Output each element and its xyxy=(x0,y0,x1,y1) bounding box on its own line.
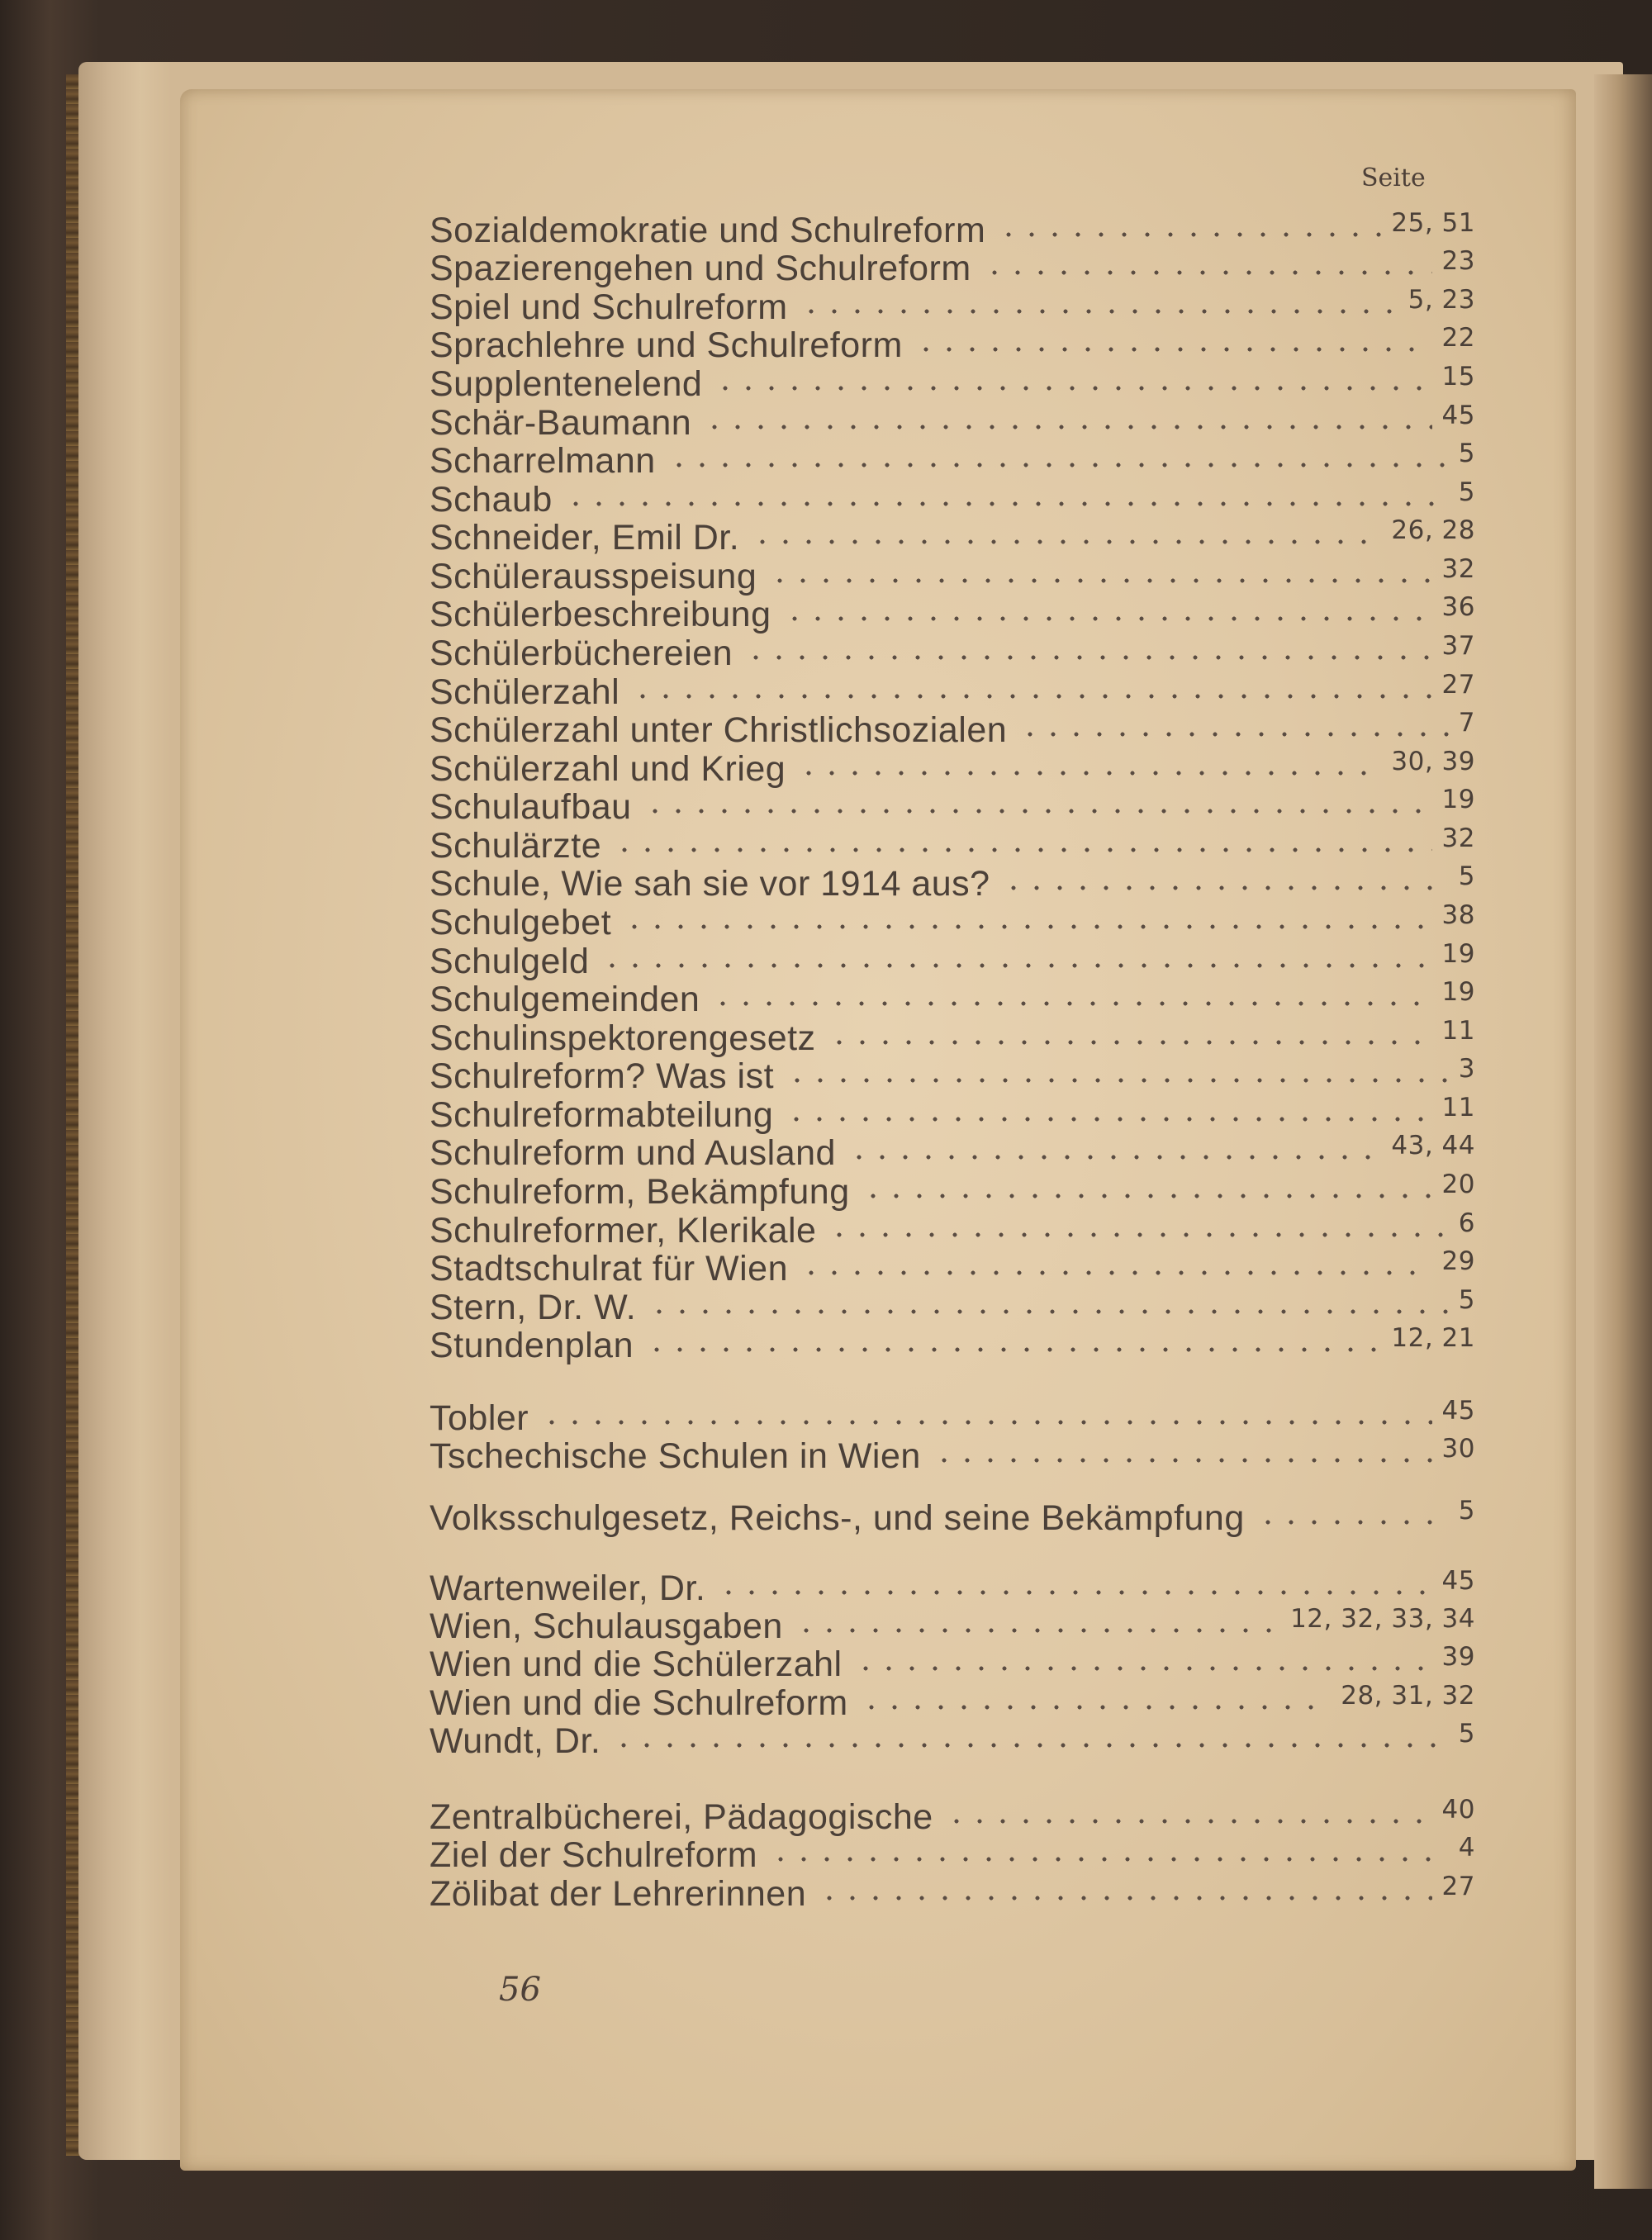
index-term: Scharrelmann xyxy=(430,441,656,481)
index-page-ref: 45 xyxy=(1441,1396,1475,1426)
dot-leader xyxy=(645,1347,1381,1352)
index-term: Tobler xyxy=(430,1398,529,1438)
index-entry xyxy=(430,1208,1475,1251)
index-term: Schulreform? Was ist xyxy=(430,1056,775,1096)
index-entry xyxy=(430,1285,1475,1327)
index-term: Wien, Schulausgaben xyxy=(430,1606,783,1646)
page-column-header: Seite xyxy=(1361,164,1426,192)
dot-leader xyxy=(612,1743,1449,1748)
index-term: Zentralbücherei, Pädagogische xyxy=(430,1797,933,1837)
index-page-ref: 32 xyxy=(1441,823,1475,853)
index-term: Sprachlehre und Schulreform xyxy=(430,325,903,365)
index-entry xyxy=(430,1323,1475,1365)
dot-leader xyxy=(711,1001,1432,1006)
dot-leader xyxy=(818,1896,1432,1901)
index-page-ref: 23 xyxy=(1441,246,1475,276)
index-entry xyxy=(430,362,1475,404)
index-page-ref: 5 xyxy=(1458,1496,1475,1526)
index-term: Schulaufbau xyxy=(430,787,632,827)
index-term: Schulreformer, Klerikale xyxy=(430,1211,817,1251)
index-term: Schülerbeschreibung xyxy=(430,595,771,634)
dot-leader xyxy=(795,1628,1280,1633)
dot-leader xyxy=(540,1420,1432,1425)
index-entry xyxy=(430,785,1475,827)
dot-leader xyxy=(797,771,1381,776)
index-entry xyxy=(430,747,1475,789)
index-term: Schulreformabteilung xyxy=(430,1095,774,1135)
index-term: Tschechische Schulen in Wien xyxy=(430,1436,921,1476)
index-page-ref: 25, 51 xyxy=(1391,208,1475,238)
index-page-ref: 7 xyxy=(1458,708,1475,738)
dot-leader xyxy=(601,963,1432,968)
index-term: Volksschulgesetz, Reichs-, und seine Bekämpfung xyxy=(430,1498,1245,1538)
index-page-ref: 5 xyxy=(1458,439,1475,468)
index-entry xyxy=(430,708,1475,750)
dot-leader xyxy=(828,1232,1449,1237)
index-entry xyxy=(430,208,1475,250)
index-term: Sozialdemokratie und Schulreform xyxy=(430,211,986,250)
dot-leader xyxy=(717,1590,1432,1595)
dot-leader xyxy=(945,1819,1432,1824)
index-term: Schule, Wie sah sie vor 1914 aus? xyxy=(430,864,990,904)
index-term: Wundt, Dr. xyxy=(430,1721,601,1761)
dot-leader xyxy=(854,1666,1432,1671)
index-entry xyxy=(430,1496,1475,1538)
index-page-ref: 20 xyxy=(1441,1170,1475,1199)
dot-leader xyxy=(564,501,1449,506)
index-page-ref: 29 xyxy=(1441,1246,1475,1276)
dot-leader xyxy=(1018,732,1449,737)
index-entry xyxy=(430,401,1475,443)
index-term: Schneider, Emil Dr. xyxy=(430,518,740,558)
dot-leader xyxy=(1002,885,1449,890)
page-number: 56 xyxy=(499,1971,541,2009)
index-page-ref: 28, 31, 32 xyxy=(1341,1681,1475,1711)
index-term: Schaub xyxy=(430,480,553,520)
index-entry xyxy=(430,1642,1475,1684)
index-term: Schulgeld xyxy=(430,942,590,981)
index-entry xyxy=(430,861,1475,904)
dot-leader xyxy=(768,578,1432,583)
index-page-ref: 45 xyxy=(1441,1566,1475,1596)
dot-leader xyxy=(933,1458,1432,1463)
index-term: Schulreform und Ausland xyxy=(430,1133,836,1173)
index-entry xyxy=(430,515,1475,558)
index-term: Supplentenelend xyxy=(430,364,703,404)
index-entry xyxy=(430,323,1475,365)
index-entry xyxy=(430,1246,1475,1288)
index-entry xyxy=(430,939,1475,981)
index-term: Schülerausspeisung xyxy=(430,557,757,596)
index-term: Schülerzahl unter Christlichsozialen xyxy=(430,710,1008,750)
dot-leader xyxy=(623,924,1432,929)
dot-leader xyxy=(785,1117,1432,1122)
index-term: Wien und die Schülerzahl xyxy=(430,1644,843,1684)
dot-leader xyxy=(847,1155,1381,1160)
dot-leader xyxy=(800,309,1398,314)
index-page-ref: 26, 28 xyxy=(1391,515,1475,545)
index-term: Schulinspektorengesetz xyxy=(430,1018,816,1058)
index-term: Schülerzahl xyxy=(430,672,620,712)
dot-leader xyxy=(643,809,1432,814)
index-page-ref: 5 xyxy=(1458,1719,1475,1749)
index-page-ref: 5 xyxy=(1458,477,1475,507)
index-term: Schülerzahl und Krieg xyxy=(430,749,786,789)
index-term: Zölibat der Lehrerinnen xyxy=(430,1874,807,1914)
index-page-ref: 15 xyxy=(1441,362,1475,392)
index-page-ref: 30 xyxy=(1441,1434,1475,1464)
index-page-ref: 12, 32, 33, 34 xyxy=(1290,1604,1475,1634)
index-page-ref: 5 xyxy=(1458,1285,1475,1315)
dot-leader xyxy=(631,694,1432,699)
index-page-ref: 12, 21 xyxy=(1391,1323,1475,1353)
index-page-ref: 19 xyxy=(1441,785,1475,814)
index-term: Ziel der Schulreform xyxy=(430,1835,758,1875)
dot-leader xyxy=(860,1705,1331,1710)
index-page-ref: 30, 39 xyxy=(1391,747,1475,776)
index-page-ref: 19 xyxy=(1441,977,1475,1007)
index-term: Spiel und Schulreform xyxy=(430,287,788,327)
index-entry xyxy=(430,1872,1475,1914)
index-term: Schulgemeinden xyxy=(430,980,700,1019)
index-page-ref: 27 xyxy=(1441,1872,1475,1901)
index-entry xyxy=(430,592,1475,634)
index-term: Schär-Baumann xyxy=(430,403,692,443)
index-page-ref: 22 xyxy=(1441,323,1475,353)
index-entry xyxy=(430,285,1475,327)
index-term: Wartenweiler, Dr. xyxy=(430,1568,706,1608)
index-term: Schulärzte xyxy=(430,826,602,866)
index-entry xyxy=(430,1170,1475,1212)
index-page-ref: 36 xyxy=(1441,592,1475,622)
index-page-ref: 45 xyxy=(1441,401,1475,430)
index-page-ref: 40 xyxy=(1441,1795,1475,1825)
dot-leader xyxy=(613,847,1432,852)
index-entry xyxy=(430,1833,1475,1875)
index-page-ref: 5 xyxy=(1458,861,1475,891)
index-page-ref: 6 xyxy=(1458,1208,1475,1238)
index-entry xyxy=(430,1054,1475,1096)
dot-leader xyxy=(769,1857,1449,1862)
index-entry xyxy=(430,977,1475,1019)
index-entry xyxy=(430,1396,1475,1438)
index-term: Stadtschulrat für Wien xyxy=(430,1249,789,1288)
index-page-ref: 19 xyxy=(1441,939,1475,969)
index-page-ref: 3 xyxy=(1458,1054,1475,1084)
index-page-ref: 37 xyxy=(1441,631,1475,661)
index-term: Schulgebet xyxy=(430,903,612,942)
index-term: Stern, Dr. W. xyxy=(430,1288,637,1327)
dot-leader xyxy=(862,1194,1432,1198)
index-page-ref: 27 xyxy=(1441,670,1475,700)
dot-leader xyxy=(914,347,1432,352)
index-entry xyxy=(430,246,1475,288)
dot-leader xyxy=(714,386,1432,391)
dot-leader xyxy=(828,1040,1432,1045)
dot-leader xyxy=(648,1309,1449,1314)
index-entry xyxy=(430,670,1475,712)
index-term: Schülerbüchereien xyxy=(430,634,733,673)
index-page-ref: 43, 44 xyxy=(1391,1131,1475,1160)
index-page-ref: 39 xyxy=(1441,1642,1475,1672)
index-page-ref: 38 xyxy=(1441,900,1475,930)
index-entry xyxy=(430,1795,1475,1837)
index-entry xyxy=(430,631,1475,673)
index-entry xyxy=(430,554,1475,596)
index-term: Schulreform, Bekämpfung xyxy=(430,1172,850,1212)
index-entry xyxy=(430,477,1475,520)
index-entry xyxy=(430,1434,1475,1476)
index-page-ref: 32 xyxy=(1441,554,1475,584)
dot-leader xyxy=(786,1078,1449,1083)
dot-leader xyxy=(751,539,1381,544)
index-page-ref: 4 xyxy=(1458,1833,1475,1863)
dot-leader xyxy=(703,425,1432,429)
dot-leader xyxy=(744,655,1432,660)
index-page-ref: 5, 23 xyxy=(1408,285,1475,315)
index-term: Stundenplan xyxy=(430,1326,634,1365)
dot-leader xyxy=(783,616,1432,621)
index-page-ref: 11 xyxy=(1441,1093,1475,1122)
index-entry xyxy=(430,900,1475,942)
dot-leader xyxy=(667,463,1449,467)
index-entry xyxy=(430,1604,1475,1646)
book-right-edge xyxy=(1594,74,1652,2189)
index-page-ref: 11 xyxy=(1441,1016,1475,1046)
index-entry xyxy=(430,1131,1475,1173)
dot-leader xyxy=(800,1270,1432,1275)
index-entry xyxy=(430,1719,1475,1761)
index-entry xyxy=(430,1093,1475,1135)
index-entry xyxy=(430,439,1475,481)
index-entry xyxy=(430,1681,1475,1723)
dot-leader xyxy=(997,232,1381,237)
dot-leader xyxy=(983,270,1432,275)
index-term: Spazierengehen und Schulreform xyxy=(430,249,971,288)
index-entry xyxy=(430,1016,1475,1058)
index-entry xyxy=(430,823,1475,866)
index-term: Wien und die Schulreform xyxy=(430,1683,848,1723)
dot-leader xyxy=(1256,1520,1449,1525)
